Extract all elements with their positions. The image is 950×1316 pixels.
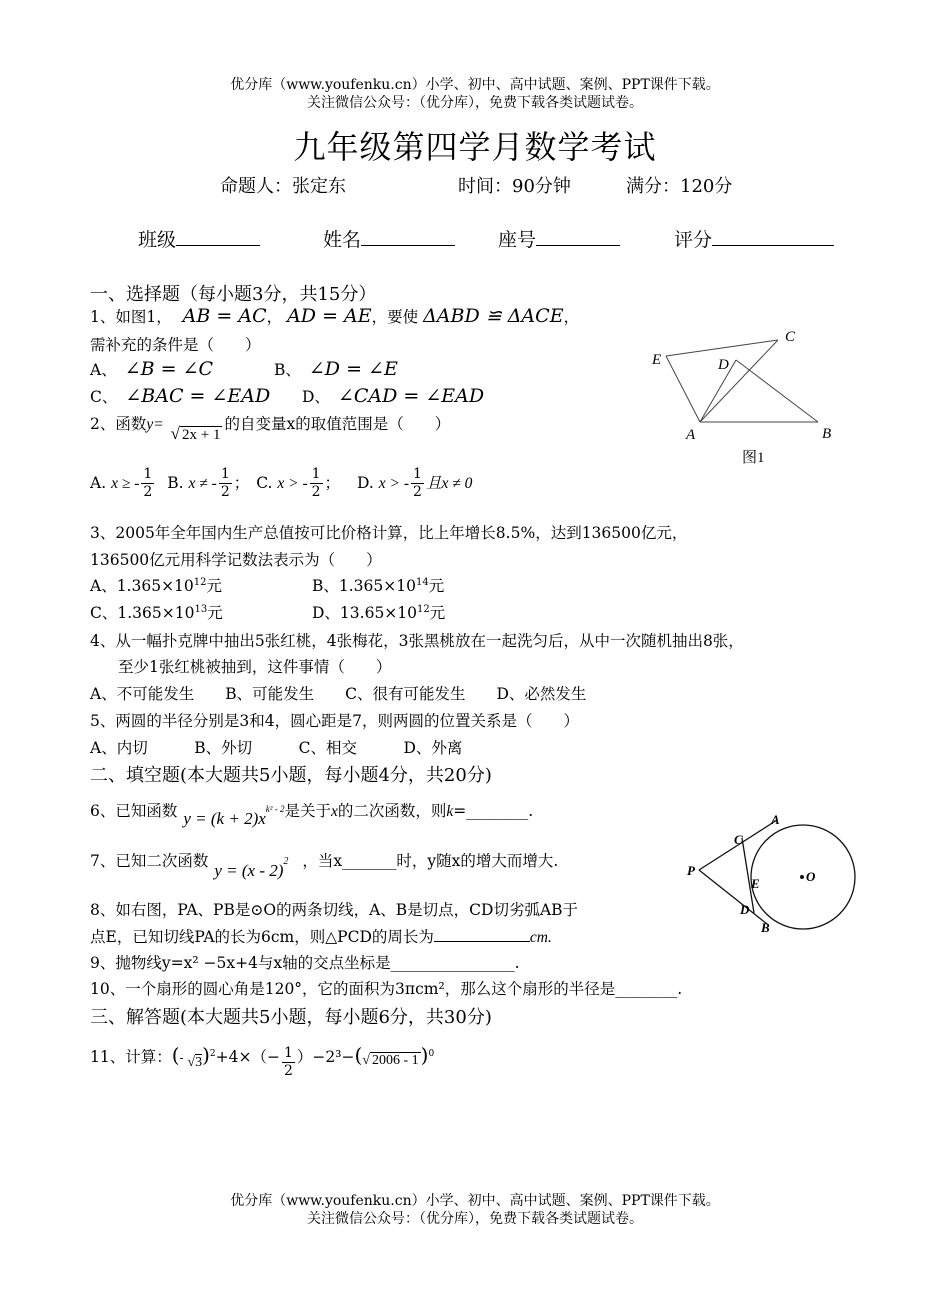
q6-suffix-b: 的二次函数，则 [337, 802, 447, 821]
frac-den: 2 [283, 1062, 293, 1079]
q11-part2-end: ）−2³− [296, 1048, 355, 1067]
fig1-line-ea [666, 356, 700, 422]
q2-option-d-rel: x > - [378, 474, 410, 492]
q2-radicand: 2x + 1 [182, 427, 221, 443]
q2-option-c-end: ； [324, 473, 341, 492]
q8-line2-text: 点E，已知切线PA的长为6cm，则△PCD的周长为 [90, 928, 434, 946]
frac-num: 1 [413, 466, 422, 482]
q11-part2: +4×（− [215, 1048, 280, 1067]
q6-exp: k² - 2 [265, 804, 285, 814]
q8-line2 [90, 925, 552, 947]
q2-option-b-rel: x ≠ - [188, 474, 217, 492]
q2-option-b[interactable] [167, 466, 250, 500]
grade-label: 评分 [674, 229, 713, 251]
q8-unit: cm. [529, 929, 552, 946]
q3-option-a-unit: 元 [206, 577, 223, 595]
q6-prefix: 6、已知函数 [90, 802, 178, 821]
q2-option-a-label: A. [90, 473, 107, 492]
q11-minus: - [179, 1051, 188, 1066]
q3-option-a-base: A、1.365×10 [90, 577, 194, 595]
frac-den: 2 [143, 484, 153, 500]
q1-option-b[interactable] [274, 358, 398, 380]
q11-sqrt3: √3 [187, 1055, 203, 1071]
frac-den: 2 [311, 484, 321, 500]
q2-options [90, 466, 472, 501]
q1-eq3: ΔABD ≌ ΔACE [423, 305, 564, 327]
frac-num: 1 [311, 466, 321, 482]
q10[interactable]: 10、一个扇形的圆心角是120°，它的面积为3πcm²，那么这个扇形的半径是________. [90, 980, 683, 998]
frac-den: 2 [413, 484, 422, 500]
header-line-2: 关注微信公众号：（优分库），免费下载各类试题试卷。 [307, 95, 643, 111]
seat-field[interactable] [498, 225, 620, 252]
question-6 [90, 792, 533, 827]
q1-line2: 需补充的条件是（ ） [90, 336, 261, 354]
q1-option-b-label: B、 [274, 361, 301, 379]
q2-option-b-label: B. [167, 473, 184, 492]
frac-num: 1 [220, 466, 230, 482]
header-line-1: 优分库（www.youfenku.cn）小学、初中、高中试题、案例、PPT课件下载。 [230, 77, 720, 93]
q11-paren2-open: ( [354, 1043, 363, 1068]
question-11 [90, 1040, 435, 1079]
q3-option-d[interactable] [312, 601, 445, 623]
q2-sqrt: √ 2x + 1 [170, 424, 221, 443]
q1-option-d-text: ∠CAD = ∠EAD [337, 385, 485, 407]
q1-eq2: AD = AE [287, 305, 372, 327]
q3-line1: 3、2005年全年国内生产总值按可比价格计算，比上年增长8.5%，达到136500亿元， [90, 524, 688, 542]
q1-sep: ， [266, 308, 283, 326]
class-blank[interactable] [176, 227, 260, 246]
name-field[interactable] [323, 225, 455, 252]
footer-line-1: 优分库（www.youfenku.cn）小学、初中、高中试题、案例、PPT课件下载。 [230, 1193, 720, 1209]
q8-answer-blank[interactable] [434, 925, 530, 942]
q7-formula: y = (x - 2) [214, 861, 284, 881]
footer-line-2: 关注微信公众号：（优分库），免费下载各类试题试卷。 [307, 1211, 643, 1227]
section-3-heading: 三、解答题(本大题共5小题，每小题6分，共30分) [90, 1007, 492, 1028]
q11-paren-close: ) [202, 1043, 210, 1068]
q3-option-a-exp: 12 [193, 576, 207, 588]
q2-option-b-frac [219, 466, 232, 501]
name-label: 姓名 [323, 229, 362, 251]
q2-option-c[interactable] [256, 466, 341, 500]
q11-exp-2: 2 [209, 1049, 216, 1059]
q11-sqrt2006: √ 2006 - 1 [362, 1053, 419, 1069]
q5-options[interactable]: A、内切 B、外切 C、相交 D、外离 [90, 739, 463, 757]
q6-suffix-a: 是关于 [284, 802, 331, 821]
q7-prefix: 7、已知二次函数 [90, 852, 209, 871]
q11-sqrt3-radicand: 3 [195, 1055, 203, 1071]
q3-option-a[interactable] [90, 574, 222, 596]
question-1 [90, 305, 579, 327]
question-2 [90, 412, 451, 443]
seat-blank[interactable] [536, 227, 620, 246]
q11-paren2-close: ) [420, 1043, 429, 1068]
fig2-label-p: P [687, 863, 695, 878]
q1-prefix: 1、如图1， [90, 308, 172, 326]
fig1-line-db [736, 360, 818, 422]
q1-end: ， [563, 308, 580, 326]
q2-option-c-label: C. [256, 473, 273, 492]
q1-option-a[interactable] [90, 358, 213, 380]
fig2-label-o: O [806, 869, 816, 884]
q11-prefix: 11、计算： [90, 1048, 172, 1067]
q6-k: k [446, 803, 454, 821]
fig1-line-ec [666, 340, 778, 356]
q5-line1: 5、两圆的半径分别是3和4，圆心距是7，则两圆的位置关系是（ ） [90, 712, 579, 730]
exam-author: 命题人：张定东 [220, 176, 346, 197]
q3-option-b-exp: 14 [415, 576, 429, 588]
q3-option-c-unit: 元 [207, 604, 223, 622]
q11-frac [282, 1045, 295, 1080]
fig1-label-e: E [652, 352, 662, 368]
q11-sqrt2006-radicand: 2006 - 1 [371, 1053, 419, 1069]
q2-option-c-frac [310, 466, 323, 501]
section-2-heading: 二、填空题(本大题共5小题，每小题4分，共20分) [90, 765, 492, 786]
q6-suffix-c[interactable]: =________. [453, 802, 534, 821]
q1-option-d[interactable] [302, 385, 484, 407]
fig2-label-d: D [740, 902, 750, 917]
q2-option-a[interactable] [90, 466, 156, 500]
q3-option-b-base: B、1.365×10 [312, 577, 416, 595]
q4-options[interactable]: A、不可能发生 B、可能发生 C、很有可能发生 D、必然发生 [90, 685, 587, 703]
q3-option-c-exp: 13 [194, 603, 208, 615]
q2-option-b-end: ； [233, 473, 250, 492]
fig1-label-d: D [718, 357, 729, 373]
q2-option-d-end: 且x ≠ 0 [425, 474, 473, 492]
q2-option-d-frac [411, 466, 424, 501]
q1-option-b-text: ∠D = ∠E [308, 358, 398, 380]
seat-label: 座号 [498, 229, 537, 251]
q7-suffix[interactable]: ，当x_______时，y随x的增大而增大. [302, 852, 559, 871]
q3-option-b-unit: 元 [428, 577, 445, 595]
q1-option-c-label: C、 [90, 388, 118, 406]
frac-den: 2 [220, 484, 230, 500]
q1-option-d-label: D、 [302, 388, 330, 406]
q2-option-d-label: D. [357, 473, 374, 492]
section-1-heading: 一、选择题（每小题3分，共15分） [90, 284, 377, 305]
q1-option-c-text: ∠BAC = ∠EAD [125, 385, 271, 407]
frac-num: 1 [143, 466, 153, 482]
q3-option-c[interactable] [90, 601, 223, 623]
q2-option-c-rel: x > - [277, 474, 308, 492]
exam-score: 满分：120分 [626, 176, 733, 197]
q3-option-b[interactable] [312, 574, 444, 596]
q2-option-d[interactable] [357, 466, 473, 500]
q4-line1: 4、从一幅扑克牌中抽出5张红桃，4张梅花，3张黑桃放在一起洗匀后，从中一次随机抽出8张， [90, 632, 744, 650]
frac-num: 1 [283, 1044, 293, 1061]
grade-field[interactable] [674, 225, 834, 252]
page-title: 九年级第四学月数学考试 [293, 128, 657, 166]
class-field[interactable] [138, 225, 260, 252]
name-blank[interactable] [361, 227, 455, 246]
fig2-center [800, 875, 804, 879]
fig1-caption: 图1 [742, 450, 765, 466]
q2-y: y= [146, 416, 164, 433]
fig1-label-c: C [785, 329, 796, 345]
q2-suffix: 的自变量x的取值范围是（ ） [224, 415, 451, 433]
q3-option-c-base: C、1.365×10 [90, 604, 195, 622]
figure-2 [685, 808, 865, 938]
question-7 [90, 843, 559, 881]
q1-option-a-label: A、 [90, 361, 117, 379]
fig1-label-a: A [686, 427, 696, 443]
q2-option-a-frac [141, 466, 154, 501]
exam-time: 时间：90分钟 [458, 176, 571, 197]
q11-paren-open: ( [171, 1043, 180, 1068]
q1-mid: ，要使 [371, 308, 419, 326]
fig2-label-b: B [761, 920, 770, 935]
fig2-label-e: E [751, 876, 760, 891]
class-label: 班级 [138, 229, 177, 251]
figure-1 [640, 322, 850, 467]
q1-eq1: AB = AC [182, 305, 267, 327]
q3-option-d-exp: 12 [417, 603, 430, 615]
q1-option-c[interactable] [90, 385, 270, 407]
q6-x: x [331, 803, 338, 821]
fig1-label-b: B [822, 426, 832, 442]
fig2-label-c: C [734, 832, 743, 847]
q6-formula: y = (k + 2)x [183, 809, 266, 829]
q2-option-a-rel: x ≥ - [111, 474, 140, 492]
q2-prefix: 2、函数 [90, 415, 147, 433]
q3-option-d-unit: 元 [429, 604, 446, 622]
q3-option-d-base: D、13.65×10 [312, 604, 418, 622]
fig2-label-a: A [771, 812, 780, 827]
q11-exp-0: 0 [428, 1049, 435, 1059]
fig1-line-ac [700, 340, 778, 422]
q7-exp: 2 [283, 856, 289, 867]
q4-line2: 至少1张红桃被抽到，这件事情（ ） [118, 658, 392, 676]
q8-line1: 8、如右图，PA、PB是⊙O的两条切线，A、B是切点，CD切劣弧AB于 [90, 901, 579, 919]
q1-option-a-text: ∠B = ∠C [124, 358, 214, 380]
grade-blank[interactable] [712, 227, 834, 246]
q3-line2: 136500亿元用科学记数法表示为（ ） [90, 551, 382, 569]
q9[interactable]: 9、抛物线y=x² −5x+4与x轴的交点坐标是________________. [90, 954, 520, 972]
